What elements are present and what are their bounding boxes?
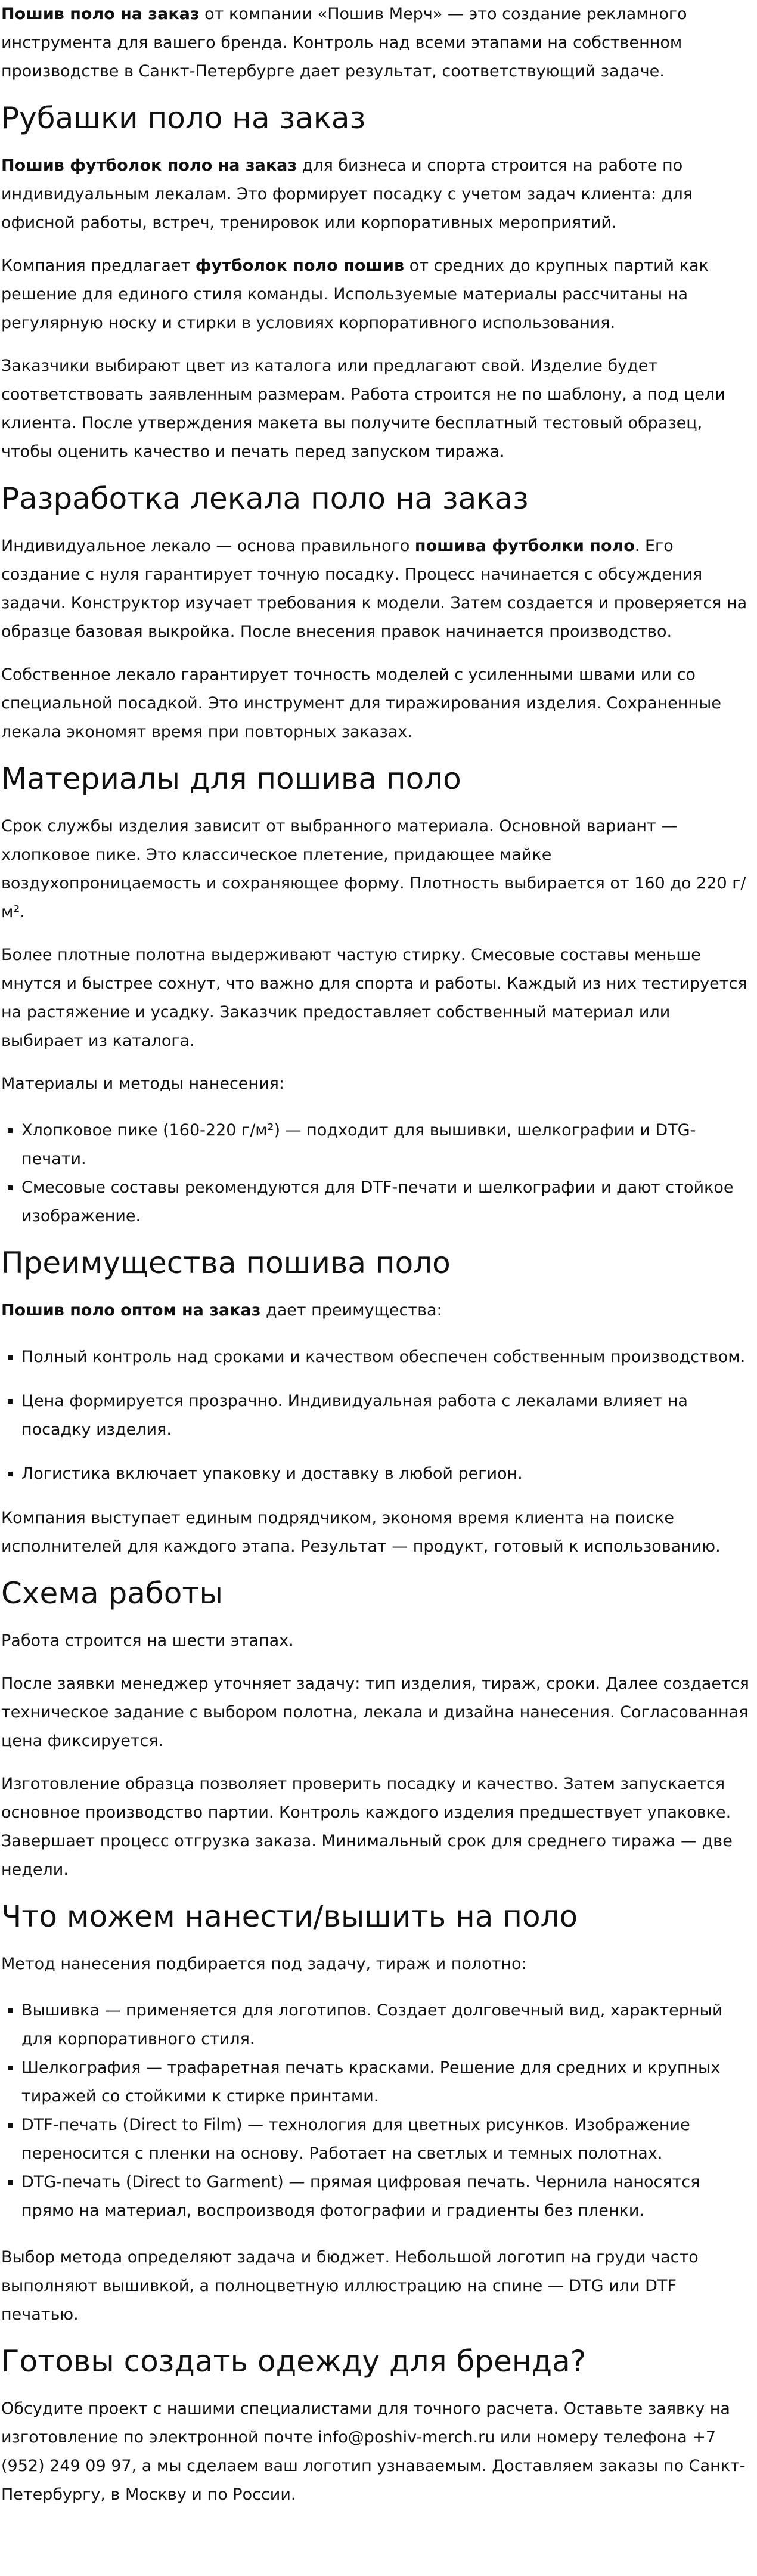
- paragraph: После заявки менеджер уточняет задачу: тип изделия, тираж, сроки. Далее создается техническое задание с выбором полотна, лекала и дизайна нанесения. Согласованная цена фиксируется.: [1, 1674, 749, 1750]
- list-item: ▪ Хлопковое пике (160-220 г/м²) — подходит для вышивки, шелкографии и DTG-печати.: [21, 1116, 756, 1174]
- paragraph-text: . Его создание с нуля гарантирует точную посадку. Процесс начинается с обсуждения задачи. Конструктор изучает требования к модели. Затем создается и проверяется на образце базовая выкройка. После внесения правок начинается производство.: [1, 537, 747, 641]
- section-heading-call-to-action: Готовы создать одежду для бренда?: [1, 2344, 587, 2379]
- list-item: ▪ DTG-печать (Direct to Garment) — прямая цифровая печать. Чернила наносятся прямо на материал, воспроизводя фотографии и градиенты без пленки.: [21, 2168, 756, 2225]
- paragraph: Собственное лекало гарантирует точность моделей с усиленными швами или со специальной посадкой. Это инструмент для тиражирования изделия. Сохраненные лекала экономят время при повторных заказах.: [1, 665, 721, 741]
- paragraph-text: для бизнеса и спорта строится на работе по индивидуальным лекалам. Это формирует посадку с учетом задач клиента: для офисной работы, встреч, тренировок или корпоративных мероприятий.: [1, 156, 693, 232]
- bold-phrase: футболок поло пошив: [195, 256, 405, 275]
- list-item: ▪ Вышивка — применяется для логотипов. Создает долговечный вид, характерный для корпоративного стиля.: [21, 1996, 756, 2054]
- paragraph: [1, 1296, 756, 1325]
- list-item: ▪ DTF-печать (Direct to Film) — технология для цветных рисунков. Изображение переносится с пленки на основу. Работает на светлых и темных полотнах.: [21, 2111, 756, 2168]
- intro-paragraph: [1, 0, 756, 86]
- paragraph: Метод нанесения подбирается под задачу, тираж и полотно:: [1, 1955, 527, 1973]
- paragraph-text: от средних до крупных партий как решение для единого стиля команды. Используемые материалы рассчитаны на регулярную носку и стирки в условиях корпоративного использования.: [1, 256, 709, 332]
- list-item: ▪ Смесовые составы рекомендуются для DTF-печати и шелкографии и дают стойкое изображение.: [21, 1174, 756, 1231]
- paragraph: Материалы и методы нанесения:: [1, 1075, 284, 1093]
- paragraph: Выбор метода определяют задача и бюджет. Небольшой логотип на груди часто выполняют вышивкой, а полноцветную иллюстрацию на спине — DTG или DTF печатью.: [1, 2248, 699, 2324]
- paragraph-text: Индивидуальное лекало — основа правильного: [1, 537, 415, 555]
- list-item: ▪ Цена формируется прозрачно. Индивидуальная работа с лекалами влияет на посадку изделия.: [21, 1387, 756, 1444]
- paragraph: Работа строится на шести этапах.: [1, 1631, 294, 1650]
- bold-phrase: пошива футболки поло: [414, 537, 635, 555]
- section-heading-polo-shirts: Рубашки поло на заказ: [1, 101, 366, 135]
- paragraph: [1, 252, 756, 338]
- paragraph: Более плотные полотна выдерживают частую стирку. Смесовые составы меньше мнутся и быстрее сохнут, что важно для спорта и работы. Каждый из них тестируется на растяжение и усадку. Заказчик предоставляет собственный материал или выбирает из каталога.: [1, 946, 747, 1050]
- list-item: ▪ Логистика включает упаковку и доставку в любой регион.: [21, 1460, 756, 1488]
- intro-bold: Пошив поло на заказ: [1, 5, 200, 23]
- advantages-list: [1, 1343, 756, 1488]
- paragraph: Заказчики выбирают цвет из каталога или предлагают свой. Изделие будет соответствовать заявленным размерам. Работа строится не по шаблону, а под цели клиента. После утверждения макета вы получите бесплатный тестовый образец, чтобы оценить качество и печать перед запуском тиража.: [1, 357, 725, 461]
- paragraph: Изготовление образца позволяет проверить посадку и качество. Затем запускается основное производство партии. Контроль каждого изделия предшествует упаковке. Завершает процесс отгрузка заказа. Минимальный срок для среднего тиража — две недели.: [1, 1775, 733, 1879]
- materials-list: [1, 1116, 756, 1231]
- section-heading-advantages: Преимущества пошива поло: [1, 1246, 451, 1280]
- list-item: ▪ Полный контроль над сроками и качеством обеспечен собственным производством.: [21, 1343, 756, 1371]
- paragraph-text: дает преимущества:: [260, 1301, 442, 1320]
- section-heading-materials: Материалы для пошива поло: [1, 761, 461, 796]
- paragraph: Срок службы изделия зависит от выбранного материала. Основной вариант — хлопковое пике. Это классическое плетение, придающее майке воздухопроницаемость и сохраняющее форму. Плотность выбирается от 160 до 220 г/м².: [1, 817, 746, 921]
- paragraph: [1, 151, 756, 237]
- section-heading-workflow: Схема работы: [1, 1576, 223, 1611]
- paragraph: Обсудите проект с нашими специалистами для точного расчета. Оставьте заявку на изготовление по электронной почте info@poshiv-merch.ru или номеру телефона +7 (952) 249 09 97, а мы сделаем ваш логотип узнаваемым. Доставляем заказы по Санкт-Петербургу, в Москву и по России.: [1, 2399, 746, 2504]
- section-heading-application-methods: Что можем нанести/вышить на поло: [1, 1899, 578, 1934]
- list-item: ▪ Шелкография — трафаретная печать красками. Решение для средних и крупных тиражей со стойкими к стирке принтами.: [21, 2054, 756, 2111]
- paragraph-text: Компания предлагает: [1, 256, 196, 275]
- section-heading-pattern-development: Разработка лекала поло на заказ: [1, 481, 529, 516]
- paragraph: [1, 532, 756, 646]
- paragraph: Компания выступает единым подрядчиком, экономя время клиента на поиске исполнителей для каждого этапа. Результат — продукт, готовый к использованию.: [1, 1509, 721, 1556]
- bold-phrase: Пошив поло оптом на заказ: [1, 1301, 261, 1320]
- methods-list: [1, 1996, 756, 2225]
- bold-phrase: Пошив футболок поло на заказ: [1, 156, 297, 175]
- intro-text: от компании «Пошив Мерч» — это создание рекламного инструмента для вашего бренда. Контроль над всеми этапами на собственном производстве в Санкт-Петербурге дает результат, соответствующий задаче.: [1, 5, 687, 80]
